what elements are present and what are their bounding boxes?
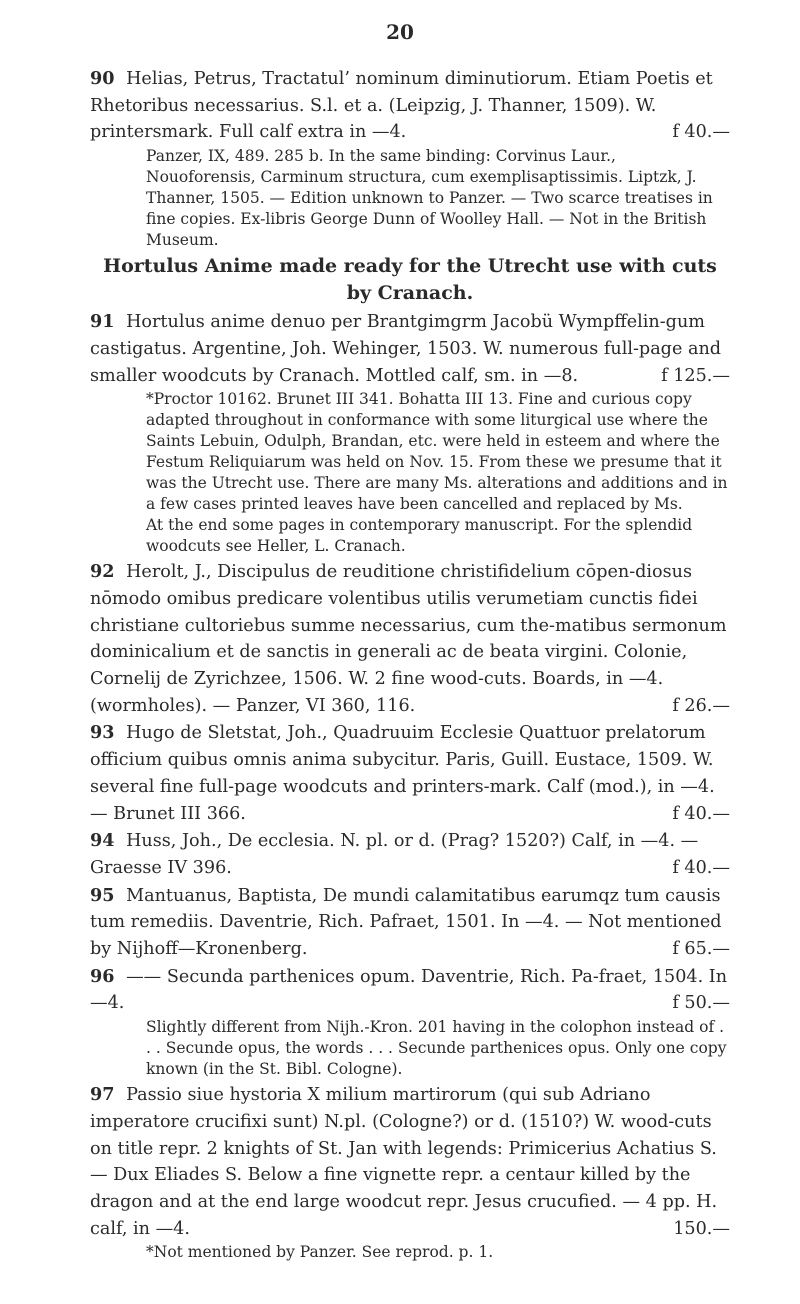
entry-number: 91 bbox=[90, 311, 115, 333]
entry-main bbox=[90, 66, 730, 146]
entry-text: Passio siue hystoria X milium martirorum (qui sub Adriano imperatore crucifixi sunt) N.pl. (Cologne?) or d. (1510?) W. wood-cuts on title repr. 2 knights of St. Jan with legends: Primicerius Achatius S. — Dux Eliades S. Below a fine vignette repr. a centaur killed by the dragon and at the end large woodcut repr. Jesus crucufied. — 4 pp. H. calf, in —4. bbox=[90, 1085, 718, 1239]
entry-note bbox=[146, 389, 730, 557]
entry-note bbox=[146, 146, 730, 251]
catalogue-entry bbox=[90, 1082, 730, 1263]
entry-main bbox=[90, 1082, 730, 1242]
entry-note bbox=[146, 1242, 730, 1263]
entry-price: f 50.— bbox=[672, 993, 730, 1014]
entry-text: —— Secunda parthenices opum. Daventrie, Rich. Pa-fraet, 1504. In —4. bbox=[90, 966, 728, 1014]
entry-text: Hugo de Sletstat, Joh., Quadruuim Ecclesie Quattuor prelatorum officium quibus omnis anima subycitur. Paris, Guill. Eustace, 1509. W. several fine full-page woodcuts and printers-mark. Calf (mod.), in —4. — Brunet III 366. bbox=[90, 723, 715, 824]
entry-main bbox=[90, 309, 730, 389]
entry-price: f 40.— bbox=[672, 122, 730, 143]
catalogue-entry bbox=[90, 66, 730, 251]
catalogue-entry bbox=[90, 309, 730, 557]
entry-number: 94 bbox=[90, 830, 115, 852]
entry-text: Herolt, J., Discipulus de reuditione christifidelium cōpen-diosus nōmodo omibus predicare volentibus utilis verumetiam cunctis fidei christiane cultoriebus summe necessarius, cum the-matibus sermonum dominicalium et de sanctis in generali ac de beata virgini. Colonie, Cornelij de Zyrichzee, 1506. W. 2 fine wood-cuts. Boards, in —4. (wormholes). — Panzer, VI 360, 116. bbox=[90, 562, 727, 716]
entry-number: 97 bbox=[90, 1084, 115, 1106]
catalogue-content bbox=[90, 66, 730, 1265]
entry-main bbox=[90, 720, 730, 827]
entry-price: f 26.— bbox=[672, 695, 730, 716]
entry-main bbox=[90, 964, 730, 1017]
entry-main bbox=[90, 828, 730, 881]
entry-price: f 125.— bbox=[661, 365, 730, 386]
entry-note bbox=[146, 1017, 730, 1080]
entry-number: 93 bbox=[90, 722, 115, 744]
entry-price: 150.— bbox=[673, 1218, 730, 1239]
entry-text: Mantuanus, Baptista, De mundi calamitatibus earumqz tum causis tum remediis. Daventrie, Rich. Pafraet, 1501. In —4. — Not mentioned by Nijhoff—Kronenberg. bbox=[90, 885, 722, 960]
entry-price: f 40.— bbox=[672, 803, 730, 824]
entry-text: Hortulus anime denuo per Brantgimgrm Jacobü Wympffelin-gum castigatus. Argentine, Joh. Wehinger, 1503. W. numerous full-page and smaller woodcuts by Cranach. Mottled calf, sm. in —8. bbox=[90, 312, 722, 386]
entry-price: f 65.— bbox=[672, 939, 730, 960]
entry-note-paragraph: Slightly different from Nijh.-Kron. 201 having in the colophon instead of . . . Secunde opus, the words . . . Secunde parthenices opus. Only one copy known (in the St. Bibl. Cologne). bbox=[146, 1018, 727, 1079]
entry-number: 95 bbox=[90, 884, 115, 906]
page-number: 20 bbox=[386, 20, 414, 44]
entry-note-paragraph: At the end some pages in contemporary manuscript. For the splendid woodcuts see Heller, L. Cranach. bbox=[146, 516, 693, 556]
entry-note-paragraph: *Proctor 10162. Brunet III 341. Bohatta III 13. Fine and curious copy adapted throughout in conformance with some liturgical use where the Saints Lebuin, Odulph, Brandan, etc. were held in esteem and where the Festum Reliquiarum was held on Nov. 15. From these we presume that it was the Utrecht use. There are many Ms. alterations and additions and in a few cases printed leaves have been cancelled and replaced by Ms. bbox=[146, 390, 728, 514]
entry-number: 92 bbox=[90, 561, 115, 583]
entry-text: Helias, Petrus, Tractatul’ nominum diminutiorum. Etiam Poetis et Rhetoribus necessarius. S.l. et a. (Leipzig, J. Thanner, 1509). W. printersmark. Full calf extra in —4. bbox=[90, 69, 713, 143]
section-title: Hortulus Anime made ready for the Utrecht use with cuts by Cranach. bbox=[103, 255, 717, 305]
entry-note-paragraph: Panzer, IX, 489. 285 b. In the same binding: Corvinus Laur., Nouoforensis, Carminum structura, cum exemplisaptissimis. Liptzk, J. Thanner, 1505. — Edition unknown to Panzer. — Two scarce treatises in fine copies. Ex-libris George Dunn of Woolley Hall. — Not in the British Museum. bbox=[146, 147, 713, 250]
entry-price: f 40.— bbox=[672, 857, 730, 878]
catalogue-entry bbox=[90, 964, 730, 1080]
entry-note-paragraph: *Not mentioned by Panzer. See reprod. p. 1. bbox=[146, 1243, 494, 1262]
catalogue-entry bbox=[90, 559, 730, 719]
entry-text: Huss, Joh., De ecclesia. N. pl. or d. (Prag? 1520?) Calf, in —4. — Graesse IV 396. bbox=[90, 831, 699, 878]
catalogue-entry bbox=[90, 883, 730, 963]
entry-main bbox=[90, 559, 730, 719]
entry-main bbox=[90, 883, 730, 963]
entry-number: 96 bbox=[90, 965, 115, 987]
catalogue-entry bbox=[90, 720, 730, 827]
entry-number: 90 bbox=[90, 68, 115, 89]
catalogue-entry bbox=[90, 828, 730, 881]
